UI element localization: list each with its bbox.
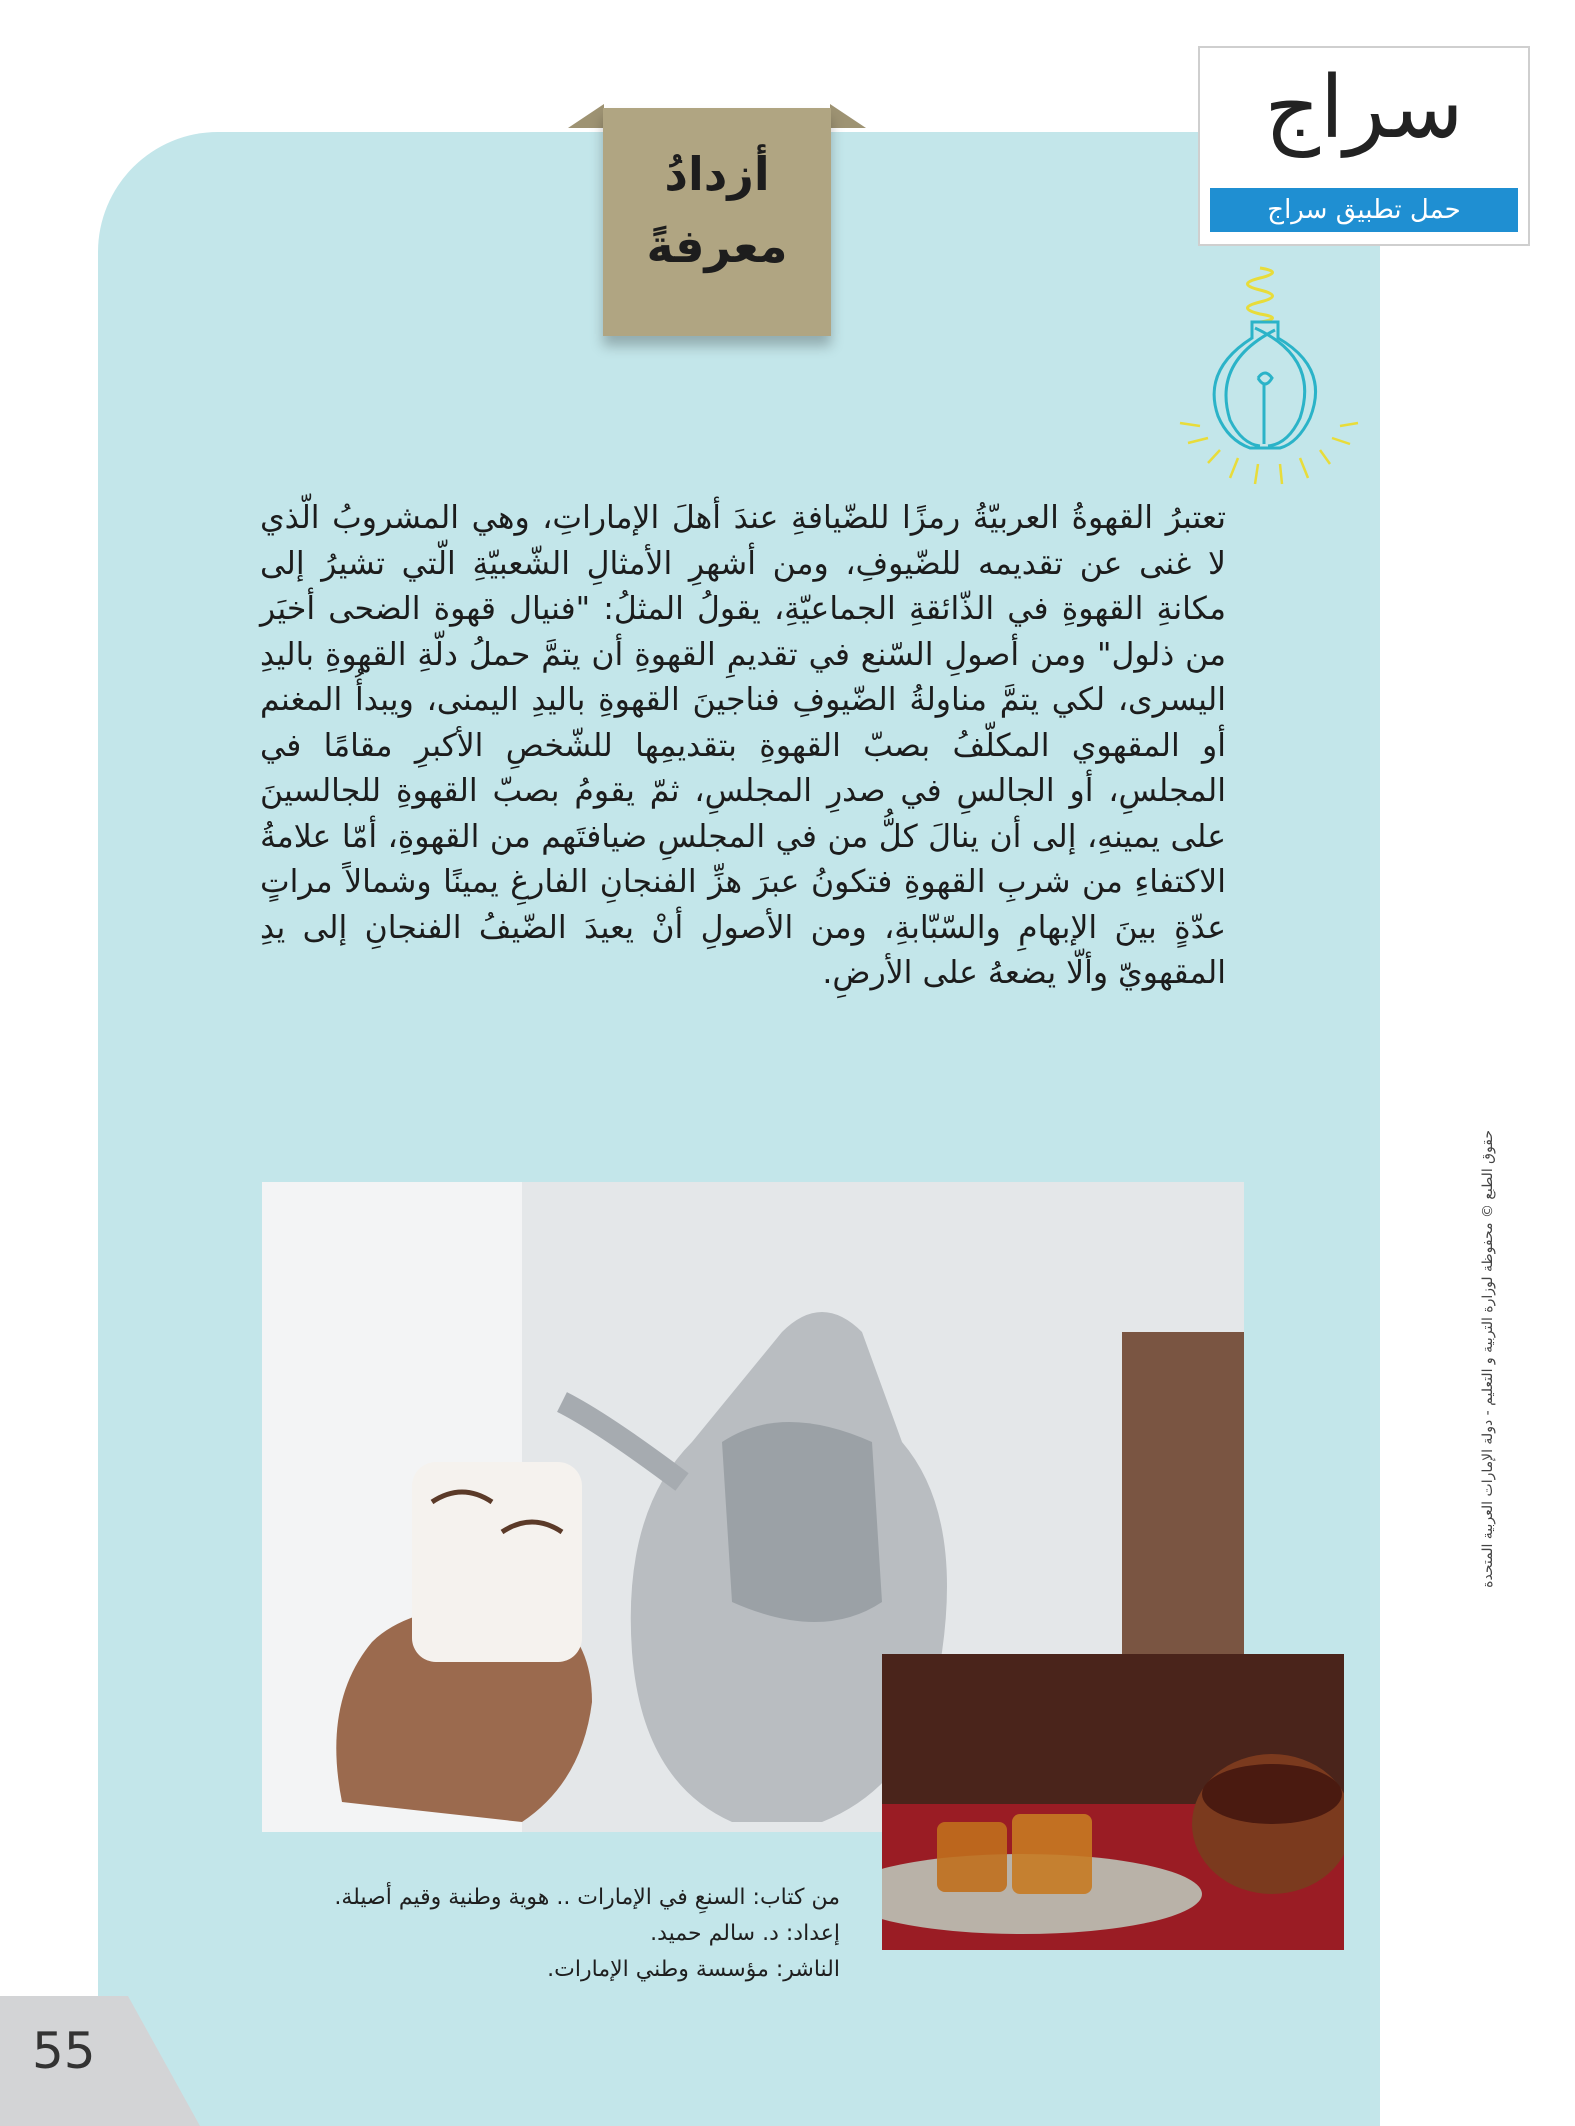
copyright-note: حقوق الطبع © محفوظة لوزارة التربية و التعليم - دولة الإمارات العربية المتحدة [1480,1130,1496,1588]
caption-source: من كتاب: السنعِ في الإمارات .. هوية وطنية وقيم أصيلة. [334,1885,840,1910]
section-title-line1: أزدادُ [664,147,770,201]
caption-publisher: الناشر: مؤسسة وطني الإمارات. [547,1957,840,1982]
siraj-logo[interactable] [1198,46,1530,246]
title-tab-fold-left [568,104,604,128]
logo-tagline: حمل تطبيق سراج [1210,188,1518,232]
tea-and-dates-photo [882,1654,1344,1950]
photo-caption [280,1880,840,1988]
title-tab-fold-right [830,104,866,128]
section-title [603,138,831,282]
page-number: 55 [32,2022,96,2080]
lightbulb-icon [1160,258,1380,488]
caption-author: إعداد: د. سالم حميد. [650,1921,840,1946]
logo-word: سراج [1264,58,1464,158]
section-title-line2: معرفةً [646,219,788,273]
body-paragraph: تعتبرُ القهوةُ العربيّةُ رمزًا للضّيافةِ عندَ أهلَ الإماراتِ، وهي المشروبُ الّذي لا غنى عن تقديمه للضّيوفِ، ومن أشهرِ الأمثالِ الشّعبيّةِ الّتي تشيرُ إلى مكانةِ القهوةِ في الذّائقةِ الجماعيّةِ، يقولُ المثلُ: "فنيال قهوة الضحى أخيَر من ذلول" ومن أصولِ السّنع في تقديمِ القهوةِ أن يتمَّ حملُ دلّةِ القهوةِ باليدِ اليسرى، لكي يتمَّ مناولةُ الضّيوفِ فناجينَ القهوةِ باليدِ اليمنى، ويبدأُ المغنم أو المقهوي المكلّفُ بصبّ القهوةِ بتقديمِها للشّخصِ الأكبرِ مقامًا في المجلسِ، أو الجالسِ في صدرِ المجلسِ، ثمّ يقومُ بصبّ القهوةِ للجالسينَ على يمينهِ، إلى أن ينالَ كلُّ من في المجلسِ ضيافتَهم من القهوةِ، أمّا علامةُ الاكتفاءِ من شربِ القهوةِ فتكونُ عبرَ هزِّ الفنجانِ الفارغِ يمينًا وشمالاً مراتٍ عدّةٍ بينَ الإبهامِ والسّبّابةِ، ومن الأصولِ أنْ يعيدَ الضّيفُ الفنجانِ إلى يدِ المقهويّ وألّا يضعهُ على الأرضِ. [260,500,1226,991]
